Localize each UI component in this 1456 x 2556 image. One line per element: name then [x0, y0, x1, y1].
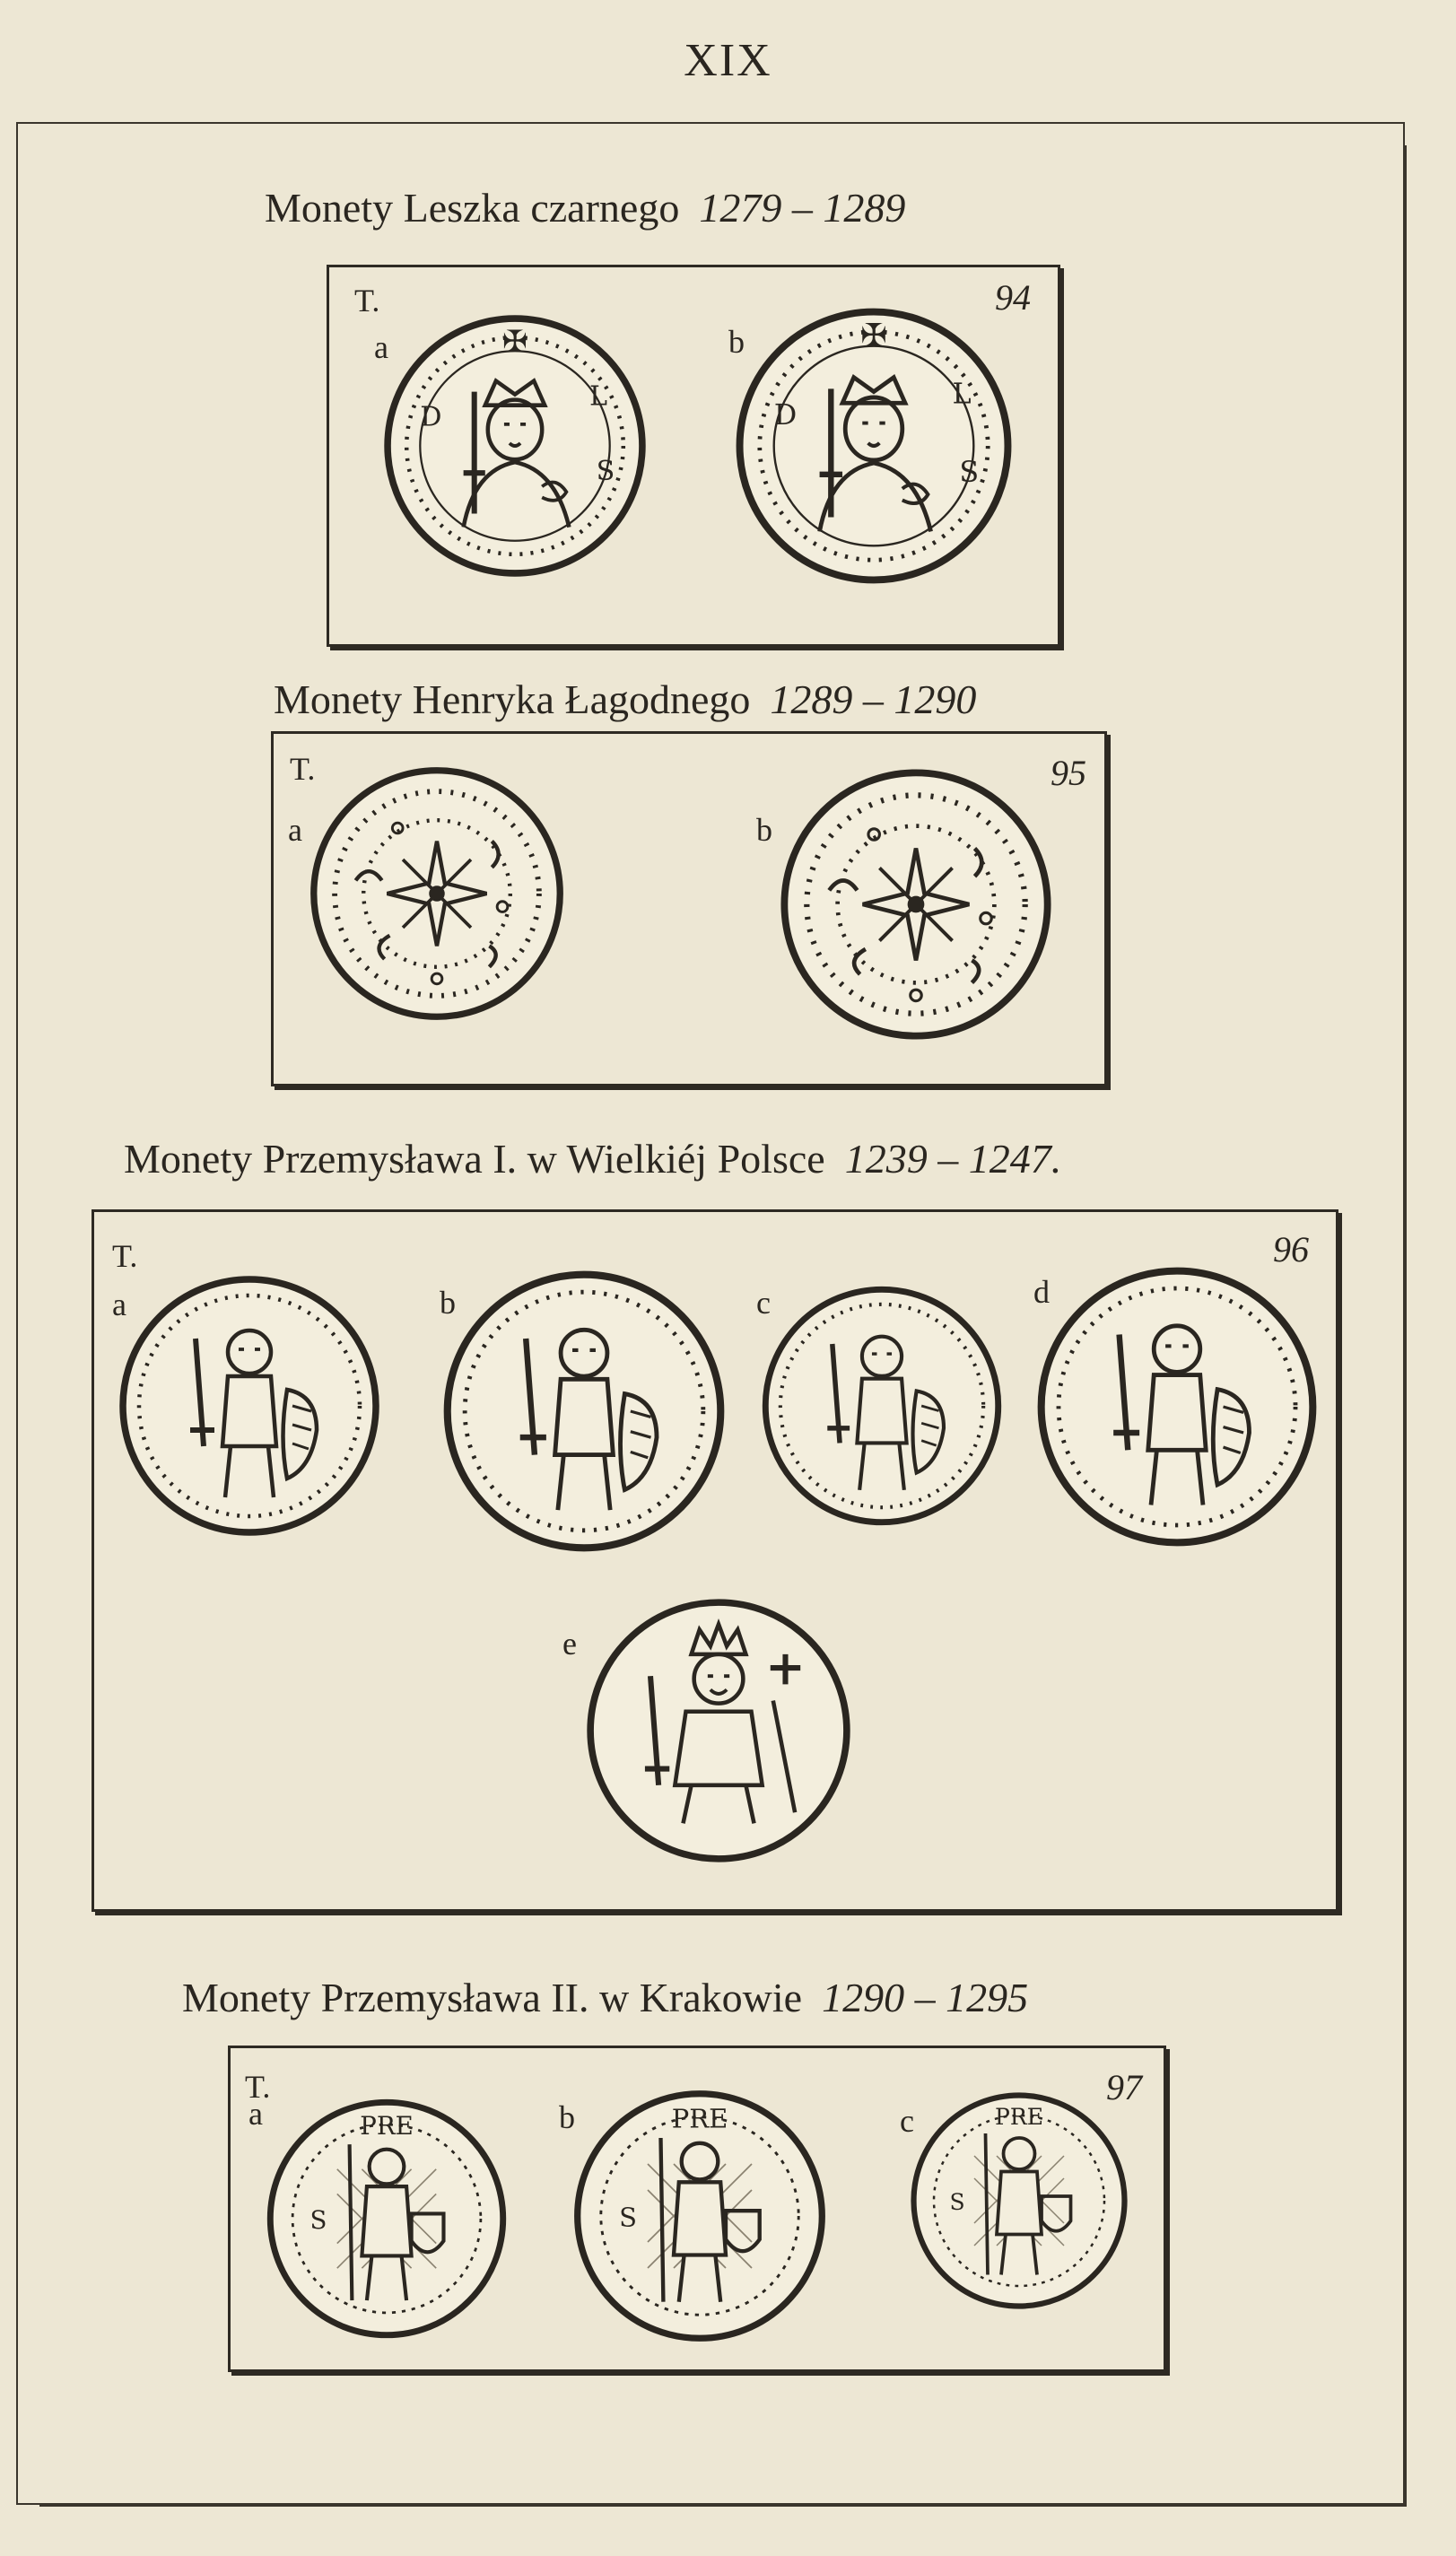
coin-letter: a [374, 329, 388, 365]
coin-letter: a [248, 2096, 263, 2132]
section-dates: 1239 – 1247. [844, 1136, 1062, 1182]
knight-shield-coin-icon [758, 1282, 1006, 1530]
coin-letter: c [900, 2103, 914, 2139]
section-heading [274, 676, 976, 723]
plate-label: T. [354, 283, 380, 318]
coin-letter: b [756, 812, 772, 848]
coin-letter: b [440, 1285, 456, 1321]
plate-number: 97 [1106, 2067, 1142, 2107]
plate-label: T. [245, 2069, 271, 2105]
coin-letter: b [559, 2099, 575, 2135]
section-dates: 1289 – 1290 [770, 676, 977, 722]
coin-plate-95 [271, 731, 1107, 1086]
page-number: XIX [684, 35, 772, 86]
coin-letter: e [562, 1626, 577, 1662]
section-heading [182, 1974, 1028, 2021]
crowned-figure-coin-icon [582, 1594, 855, 1867]
star-cross-coin-icon [306, 763, 568, 1025]
section-dates: 1290 – 1295 [822, 1975, 1029, 2020]
standing-figure-coin-icon [263, 2095, 510, 2342]
coin-plate-96 [92, 1209, 1338, 1912]
knight-shield-coin-icon [110, 1271, 388, 1540]
coin-letter: a [112, 1287, 126, 1322]
coin-letter: d [1033, 1274, 1050, 1310]
coin-plate-94 [327, 265, 1060, 647]
coin-plate-97 [228, 2046, 1166, 2372]
section-title: Monety Henryka Łagodnego [274, 676, 751, 722]
coin-letter: b [728, 324, 745, 360]
standing-figure-coin-icon [570, 2086, 830, 2346]
plate-number: 96 [1273, 1229, 1309, 1269]
coin-letter: c [756, 1285, 771, 1321]
coin-letter: a [288, 812, 302, 848]
section-title: Monety Przemysława I. w Wielkiéj Polsce [124, 1136, 825, 1182]
section-heading [265, 184, 905, 231]
section-title: Monety Leszka czarnego [265, 185, 680, 231]
ruler-bust-coin-icon [379, 310, 650, 581]
plate-label: T. [112, 1238, 138, 1274]
ruler-bust-coin-icon [731, 303, 1016, 589]
section-heading [124, 1135, 1061, 1182]
star-cross-coin-icon [776, 764, 1056, 1044]
knight-shield-coin-icon [439, 1266, 729, 1557]
section-title: Monety Przemysława II. w Krakowie [182, 1975, 803, 2020]
standing-figure-coin-icon [907, 2084, 1131, 2317]
section-dates: 1279 – 1289 [699, 185, 906, 231]
plate-number: 94 [995, 277, 1031, 318]
plate-number: 95 [1051, 753, 1086, 793]
knight-shield-coin-icon [1033, 1262, 1321, 1551]
plate-label: T. [290, 751, 316, 787]
